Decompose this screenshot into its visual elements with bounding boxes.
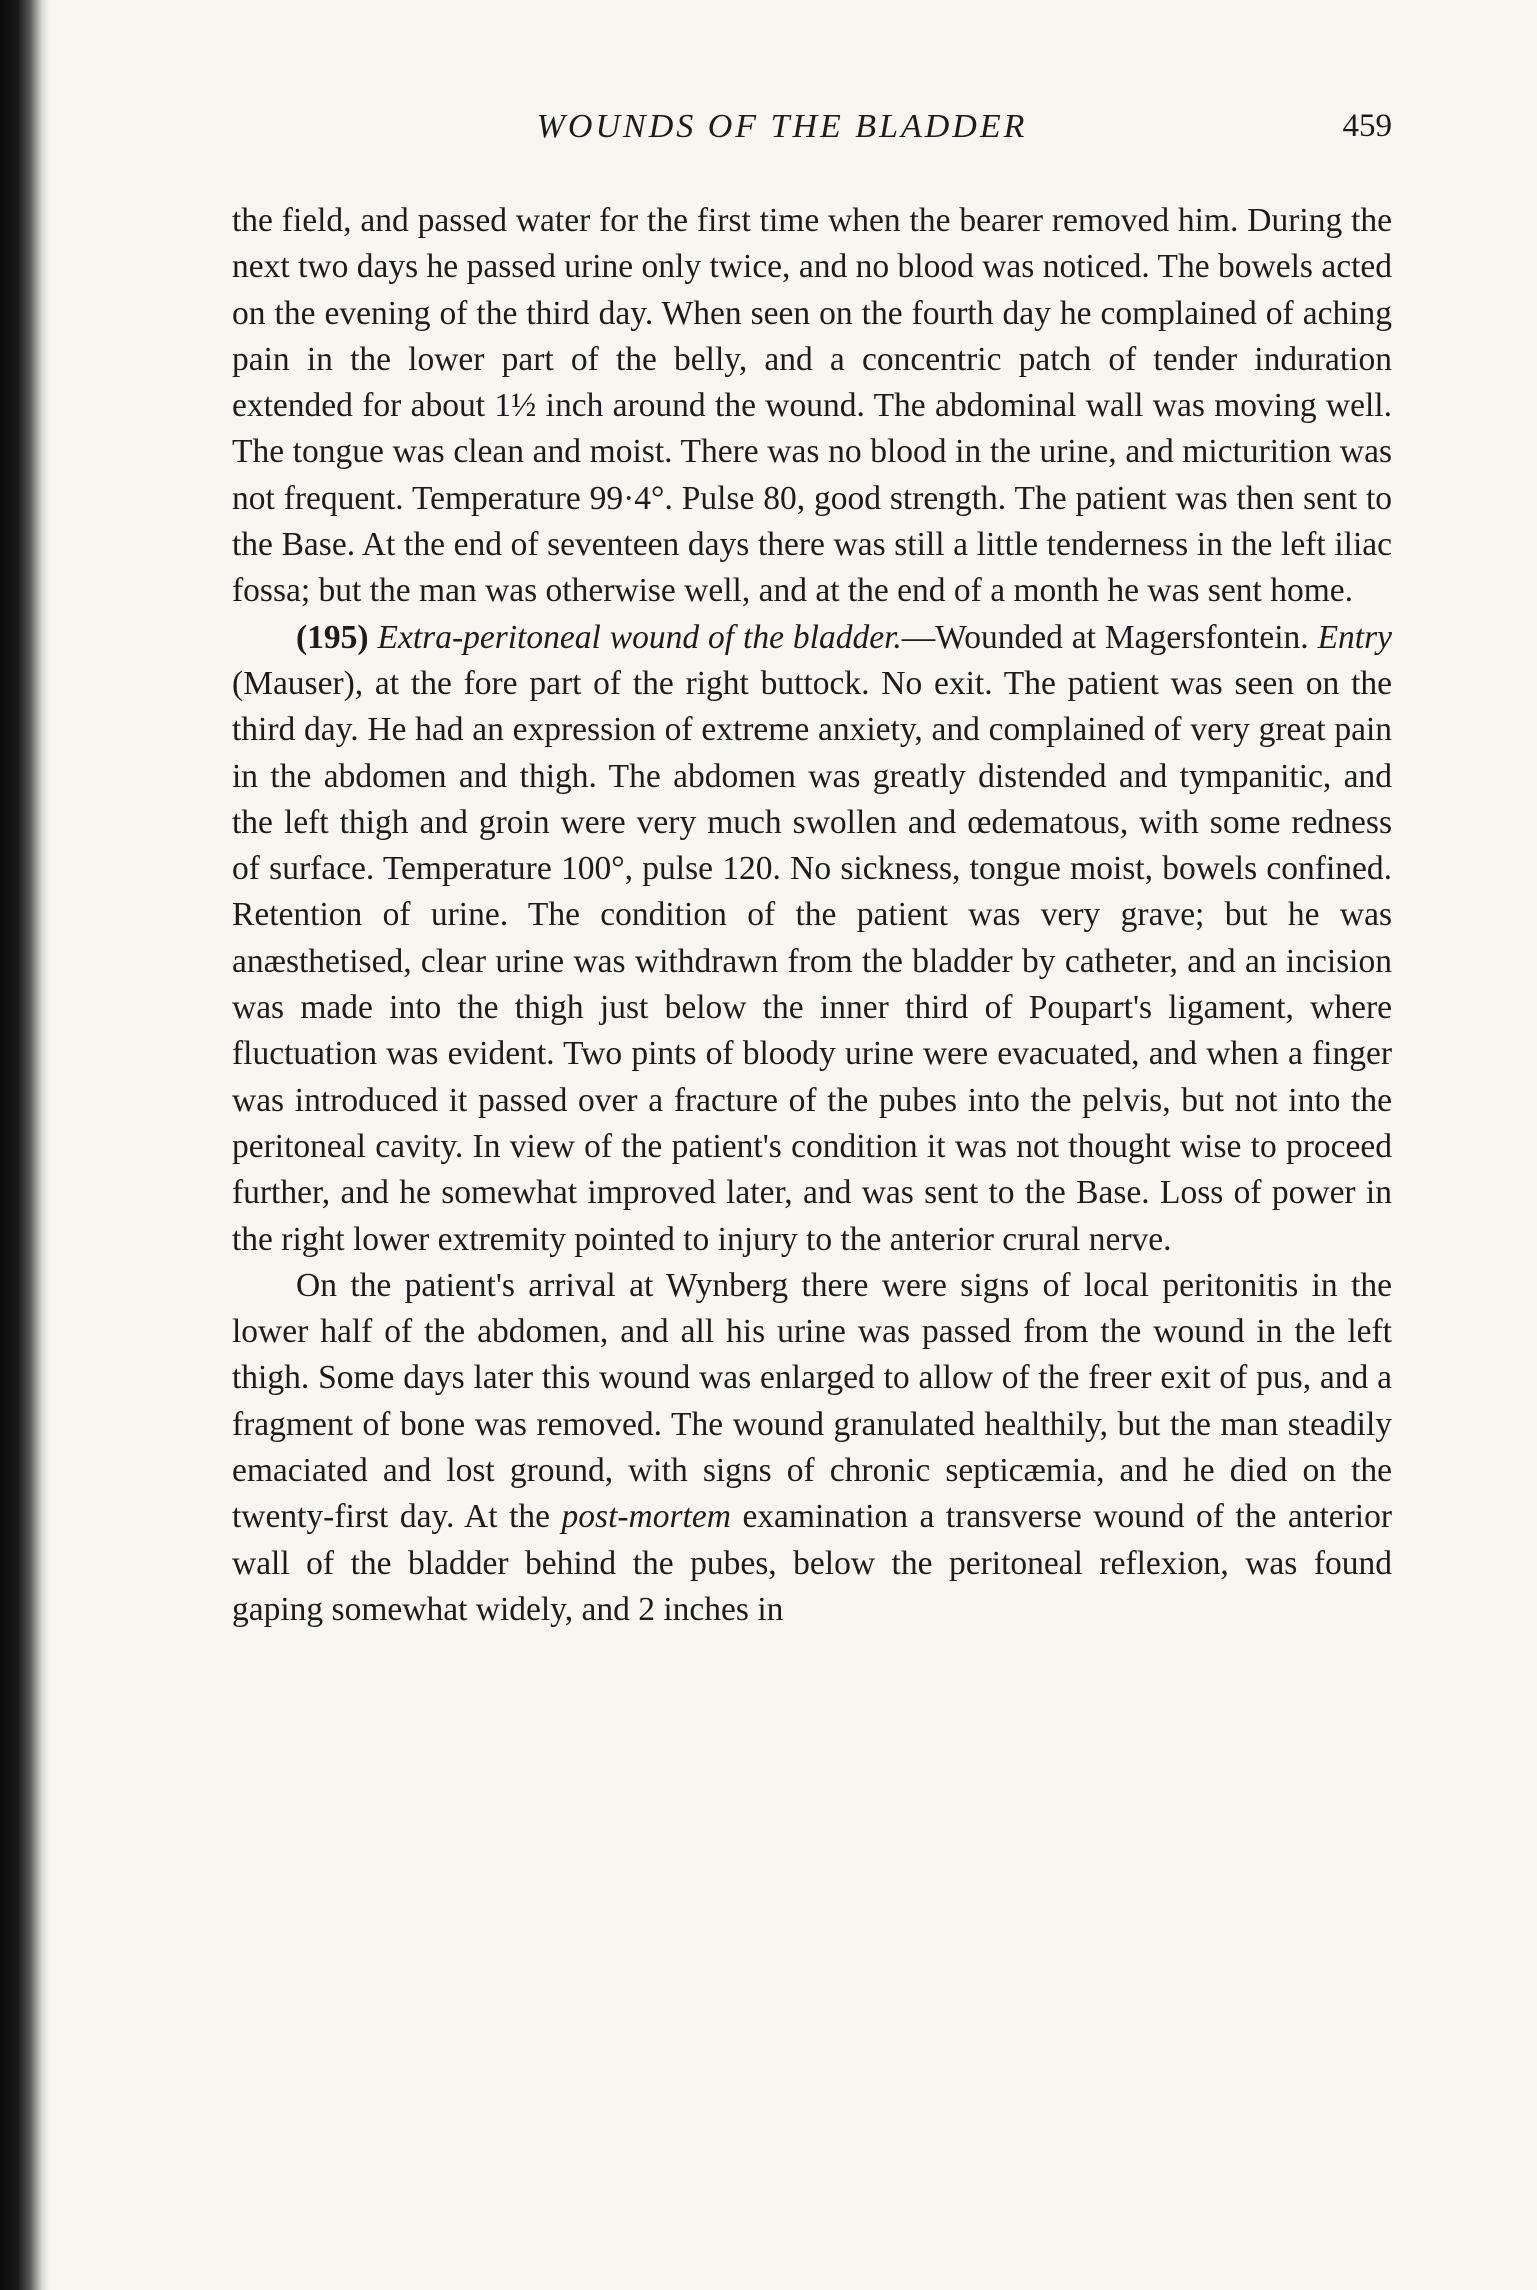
case-lead: —Wounded at Magersfontein. [901, 618, 1309, 656]
case-title: Extra-peritoneal wound of the bladder. [377, 618, 902, 656]
followup-text-start: On the patient's arrival at Wynberg there were signs of local peritonitis in the lower half of the abdomen, and all his urine was passed from the wound in the left thigh. Some days later this wound was enlarged to allow of the freer exit of pus, and a fragment of bone was removed. The wound granulated healthily, but the man steadily emaciated and lost ground, with signs of chronic septicæmia, and he died on the twenty-first day. At the [232, 1266, 1392, 1536]
scan-binding-edge [0, 0, 50, 2290]
body-text [232, 198, 1392, 1633]
running-title: WOUNDS OF THE BLADDER [536, 108, 1028, 145]
post-mortem-term: post-mortem [561, 1498, 731, 1536]
case-paragraph [232, 615, 1392, 1263]
paragraph-continuation: the field, and passed water for the first time when the bearer removed him. During the next two days he passed urine only twice, and no blood was noticed. The bowels acted on the evening of the third day. When seen on the fourth day he complained of aching pain in the lower part of the belly, and a concentric patch of tender induration extended for about 1½ inch around the wound. The abdominal wall was moving well. The tongue was clean and moist. There was no blood in the urine, and micturition was not frequent. Temperature 99·4°. Pulse 80, good strength. The patient was then sent to the Base. At the end of seventeen days there was still a little tenderness in the left iliac fossa; but the man was otherwise well, and at the end of a month he was sent home. [232, 202, 1392, 610]
case-text: (Mauser), at the fore part of the right buttock. No exit. The patient was seen on the third day. He had an expression of extreme anxiety, and complained of very great pain in the abdomen and thigh. The abdomen was greatly distended and tympanitic, and the left thigh and groin were very much swollen and œdematous, with some redness of surface. Temperature 100°, pulse 120. No sickness, tongue moist, bowels confined. Retention of urine. The condition of the patient was very grave; but he was anæsthetised, clear urine was withdrawn from the bladder by catheter, and an incision was made into the thigh just below the inner third of Poupart's ligament, where fluctuation was evident. Two pints of bloody urine were evacuated, and when a finger was introduced it passed over a fracture of the pubes into the pelvis, but not into the peritoneal cavity. In view of the patient's condition it was not thought wise to proceed further, and he somewhat improved later, and was sent to the Base. Loss of power in the right lower extremity pointed to injury to the anterior crural nerve. [232, 664, 1392, 1258]
page-number: 459 [1342, 108, 1392, 144]
followup-text-end: examination a transverse wound of the anterior wall of the bladder behind the pubes, below the peritoneal reflexion, was found gaping somewhat widely, and 2 inches in [232, 1498, 1393, 1628]
entry-label: Entry [1317, 618, 1393, 656]
case-number: (195) [296, 618, 369, 656]
paragraph-followup [232, 1263, 1392, 1633]
page-header [232, 108, 1392, 168]
